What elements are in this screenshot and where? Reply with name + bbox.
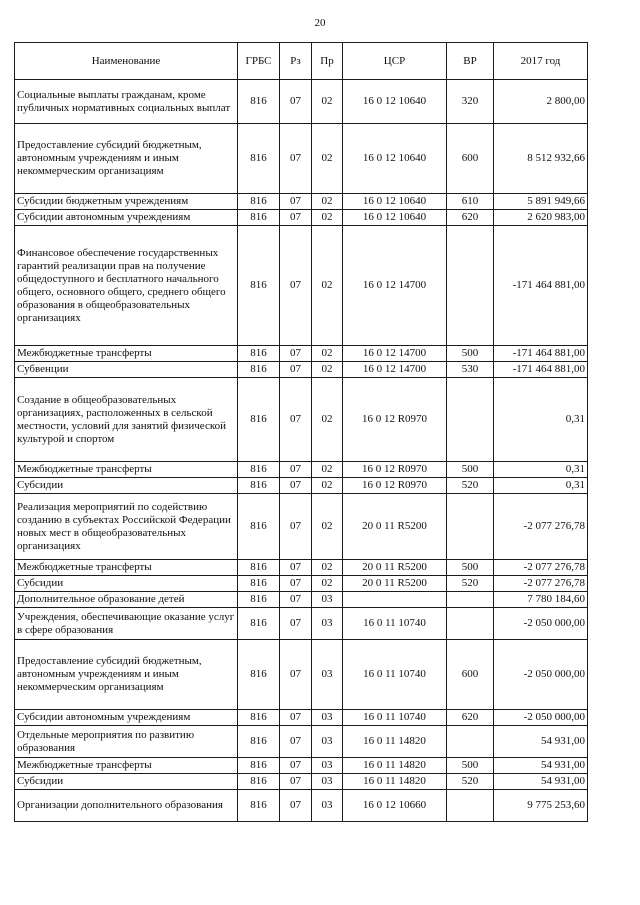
cell-vr: 320 [447, 80, 494, 124]
cell-sum: -2 050 000,00 [494, 640, 588, 710]
cell-csr: 16 0 11 10740 [343, 710, 447, 726]
table-row [15, 80, 588, 124]
cell-grbs: 816 [238, 726, 280, 758]
cell-rz: 07 [280, 226, 312, 346]
cell-csr: 16 0 12 14700 [343, 346, 447, 362]
cell-csr: 16 0 12 10640 [343, 194, 447, 210]
cell-sum: -171 464 881,00 [494, 226, 588, 346]
table-row [15, 758, 588, 774]
cell-pr: 03 [312, 592, 343, 608]
cell-name: Организации дополнительного образования [15, 790, 238, 822]
cell-vr: 500 [447, 758, 494, 774]
cell-grbs: 816 [238, 576, 280, 592]
cell-pr: 03 [312, 608, 343, 640]
cell-sum: 2 620 983,00 [494, 210, 588, 226]
cell-pr: 02 [312, 494, 343, 560]
cell-name: Предоставление субсидий бюджетным, автономным учреждениям и иным некоммерческим организациям [15, 124, 238, 194]
cell-rz: 07 [280, 758, 312, 774]
table-row [15, 346, 588, 362]
cell-csr: 20 0 11 R5200 [343, 560, 447, 576]
cell-name: Субсидии [15, 576, 238, 592]
cell-sum: 5 891 949,66 [494, 194, 588, 210]
cell-grbs: 816 [238, 494, 280, 560]
cell-grbs: 816 [238, 194, 280, 210]
cell-sum: -2 077 276,78 [494, 560, 588, 576]
header-rz: Рз [280, 43, 312, 80]
table-row [15, 462, 588, 478]
cell-csr: 16 0 12 R0970 [343, 378, 447, 462]
cell-grbs: 816 [238, 478, 280, 494]
cell-name: Субсидии автономным учреждениям [15, 710, 238, 726]
cell-grbs: 816 [238, 210, 280, 226]
cell-rz: 07 [280, 210, 312, 226]
cell-grbs: 816 [238, 560, 280, 576]
table-row [15, 194, 588, 210]
cell-pr: 03 [312, 774, 343, 790]
cell-name: Межбюджетные трансферты [15, 346, 238, 362]
cell-sum: -2 077 276,78 [494, 576, 588, 592]
cell-vr: 530 [447, 362, 494, 378]
table-row [15, 478, 588, 494]
cell-grbs: 816 [238, 710, 280, 726]
cell-vr: 500 [447, 560, 494, 576]
cell-vr [447, 226, 494, 346]
cell-rz: 07 [280, 560, 312, 576]
cell-rz: 07 [280, 194, 312, 210]
page-number: 20 [314, 17, 326, 29]
table-row [15, 576, 588, 592]
cell-vr: 520 [447, 774, 494, 790]
cell-sum: 2 800,00 [494, 80, 588, 124]
cell-csr: 16 0 12 R0970 [343, 478, 447, 494]
cell-pr: 02 [312, 226, 343, 346]
cell-rz: 07 [280, 726, 312, 758]
table-row [15, 774, 588, 790]
cell-rz: 07 [280, 640, 312, 710]
cell-csr: 20 0 11 R5200 [343, 494, 447, 560]
table-row [15, 790, 588, 822]
cell-csr: 16 0 12 R0970 [343, 462, 447, 478]
cell-pr: 02 [312, 194, 343, 210]
cell-grbs: 816 [238, 80, 280, 124]
cell-sum: 7 780 184,60 [494, 592, 588, 608]
cell-csr: 16 0 12 10660 [343, 790, 447, 822]
cell-pr: 03 [312, 790, 343, 822]
cell-name: Субсидии [15, 478, 238, 494]
cell-sum: 54 931,00 [494, 758, 588, 774]
cell-pr: 02 [312, 560, 343, 576]
cell-csr: 16 0 12 10640 [343, 210, 447, 226]
cell-vr: 620 [447, 210, 494, 226]
cell-grbs: 816 [238, 608, 280, 640]
cell-rz: 07 [280, 462, 312, 478]
cell-vr: 500 [447, 462, 494, 478]
cell-rz: 07 [280, 790, 312, 822]
cell-rz: 07 [280, 362, 312, 378]
cell-csr: 16 0 12 14700 [343, 362, 447, 378]
cell-vr: 620 [447, 710, 494, 726]
cell-vr [447, 790, 494, 822]
cell-sum: 0,31 [494, 378, 588, 462]
cell-name: Учреждения, обеспечивающие оказание услуг в сфере образования [15, 608, 238, 640]
cell-vr [447, 726, 494, 758]
cell-pr: 02 [312, 124, 343, 194]
table-row [15, 710, 588, 726]
table-row [15, 560, 588, 576]
cell-csr: 16 0 11 14820 [343, 758, 447, 774]
budget-table [14, 42, 588, 822]
cell-vr [447, 608, 494, 640]
header-csr: ЦСР [343, 43, 447, 80]
cell-rz: 07 [280, 346, 312, 362]
header-vr: ВР [447, 43, 494, 80]
cell-vr: 610 [447, 194, 494, 210]
cell-vr [447, 378, 494, 462]
cell-grbs: 816 [238, 640, 280, 710]
cell-csr: 16 0 11 14820 [343, 726, 447, 758]
cell-csr: 16 0 11 10740 [343, 640, 447, 710]
cell-pr: 03 [312, 710, 343, 726]
cell-vr: 600 [447, 124, 494, 194]
cell-pr: 02 [312, 210, 343, 226]
cell-vr: 520 [447, 576, 494, 592]
cell-rz: 07 [280, 378, 312, 462]
cell-pr: 02 [312, 576, 343, 592]
cell-csr: 16 0 12 14700 [343, 226, 447, 346]
cell-csr: 16 0 12 10640 [343, 80, 447, 124]
table-row [15, 362, 588, 378]
cell-sum: 9 775 253,60 [494, 790, 588, 822]
cell-name: Отдельные мероприятия по развитию образования [15, 726, 238, 758]
cell-rz: 07 [280, 478, 312, 494]
cell-pr: 02 [312, 346, 343, 362]
cell-grbs: 816 [238, 592, 280, 608]
cell-pr: 02 [312, 362, 343, 378]
cell-name: Предоставление субсидий бюджетным, автономным учреждениям и иным некоммерческим организациям [15, 640, 238, 710]
cell-vr: 500 [447, 346, 494, 362]
cell-grbs: 816 [238, 758, 280, 774]
cell-pr: 02 [312, 80, 343, 124]
cell-vr: 520 [447, 478, 494, 494]
cell-grbs: 816 [238, 462, 280, 478]
cell-pr: 03 [312, 640, 343, 710]
cell-sum: -2 050 000,00 [494, 710, 588, 726]
cell-grbs: 816 [238, 790, 280, 822]
cell-name: Межбюджетные трансферты [15, 560, 238, 576]
cell-name: Межбюджетные трансферты [15, 462, 238, 478]
cell-sum: -2 050 000,00 [494, 608, 588, 640]
cell-pr: 03 [312, 758, 343, 774]
cell-csr: 16 0 11 14820 [343, 774, 447, 790]
cell-rz: 07 [280, 80, 312, 124]
table-row [15, 226, 588, 346]
cell-sum: 54 931,00 [494, 774, 588, 790]
cell-sum: -2 077 276,78 [494, 494, 588, 560]
cell-name: Межбюджетные трансферты [15, 758, 238, 774]
header-name: Наименование [15, 43, 238, 80]
table-row [15, 592, 588, 608]
table-row [15, 210, 588, 226]
cell-rz: 07 [280, 774, 312, 790]
cell-grbs: 816 [238, 362, 280, 378]
cell-sum: 54 931,00 [494, 726, 588, 758]
header-grbs: ГРБС [238, 43, 280, 80]
cell-name: Реализация мероприятий по содействию созданию в субъектах Российской Федерации новых мест в общеобразовательных организациях [15, 494, 238, 560]
table-row [15, 378, 588, 462]
cell-grbs: 816 [238, 346, 280, 362]
cell-csr: 16 0 12 10640 [343, 124, 447, 194]
cell-vr [447, 592, 494, 608]
cell-name: Социальные выплаты гражданам, кроме публичных нормативных социальных выплат [15, 80, 238, 124]
cell-grbs: 816 [238, 124, 280, 194]
cell-sum: 8 512 932,66 [494, 124, 588, 194]
cell-vr: 600 [447, 640, 494, 710]
cell-name: Создание в общеобразовательных организациях, расположенных в сельской местности, условий для занятий физической культурой и спортом [15, 378, 238, 462]
cell-name: Субсидии [15, 774, 238, 790]
cell-sum: -171 464 881,00 [494, 346, 588, 362]
cell-rz: 07 [280, 124, 312, 194]
cell-pr: 02 [312, 462, 343, 478]
cell-vr [447, 494, 494, 560]
cell-name: Субсидии бюджетным учреждениям [15, 194, 238, 210]
cell-grbs: 816 [238, 226, 280, 346]
header-year: 2017 год [494, 43, 588, 80]
table-row [15, 640, 588, 710]
cell-sum: 0,31 [494, 478, 588, 494]
cell-csr: 20 0 11 R5200 [343, 576, 447, 592]
cell-name: Субсидии автономным учреждениям [15, 210, 238, 226]
cell-grbs: 816 [238, 378, 280, 462]
cell-pr: 02 [312, 478, 343, 494]
cell-csr [343, 592, 447, 608]
table-row [15, 726, 588, 758]
table-header-row [15, 43, 588, 80]
cell-rz: 07 [280, 710, 312, 726]
table-row [15, 124, 588, 194]
cell-name: Дополнительное образование детей [15, 592, 238, 608]
cell-name: Финансовое обеспечение государственных гарантий реализации прав на получение общедоступного и бесплатного начального общего, основного общего, среднего общего образования в общеобразовательных организациях [15, 226, 238, 346]
header-pr: Пр [312, 43, 343, 80]
cell-pr: 03 [312, 726, 343, 758]
cell-name: Субвенции [15, 362, 238, 378]
cell-csr: 16 0 11 10740 [343, 608, 447, 640]
cell-rz: 07 [280, 592, 312, 608]
cell-rz: 07 [280, 576, 312, 592]
table-row [15, 494, 588, 560]
cell-rz: 07 [280, 608, 312, 640]
cell-sum: -171 464 881,00 [494, 362, 588, 378]
cell-sum: 0,31 [494, 462, 588, 478]
cell-grbs: 816 [238, 774, 280, 790]
table-row [15, 608, 588, 640]
cell-pr: 02 [312, 378, 343, 462]
cell-rz: 07 [280, 494, 312, 560]
